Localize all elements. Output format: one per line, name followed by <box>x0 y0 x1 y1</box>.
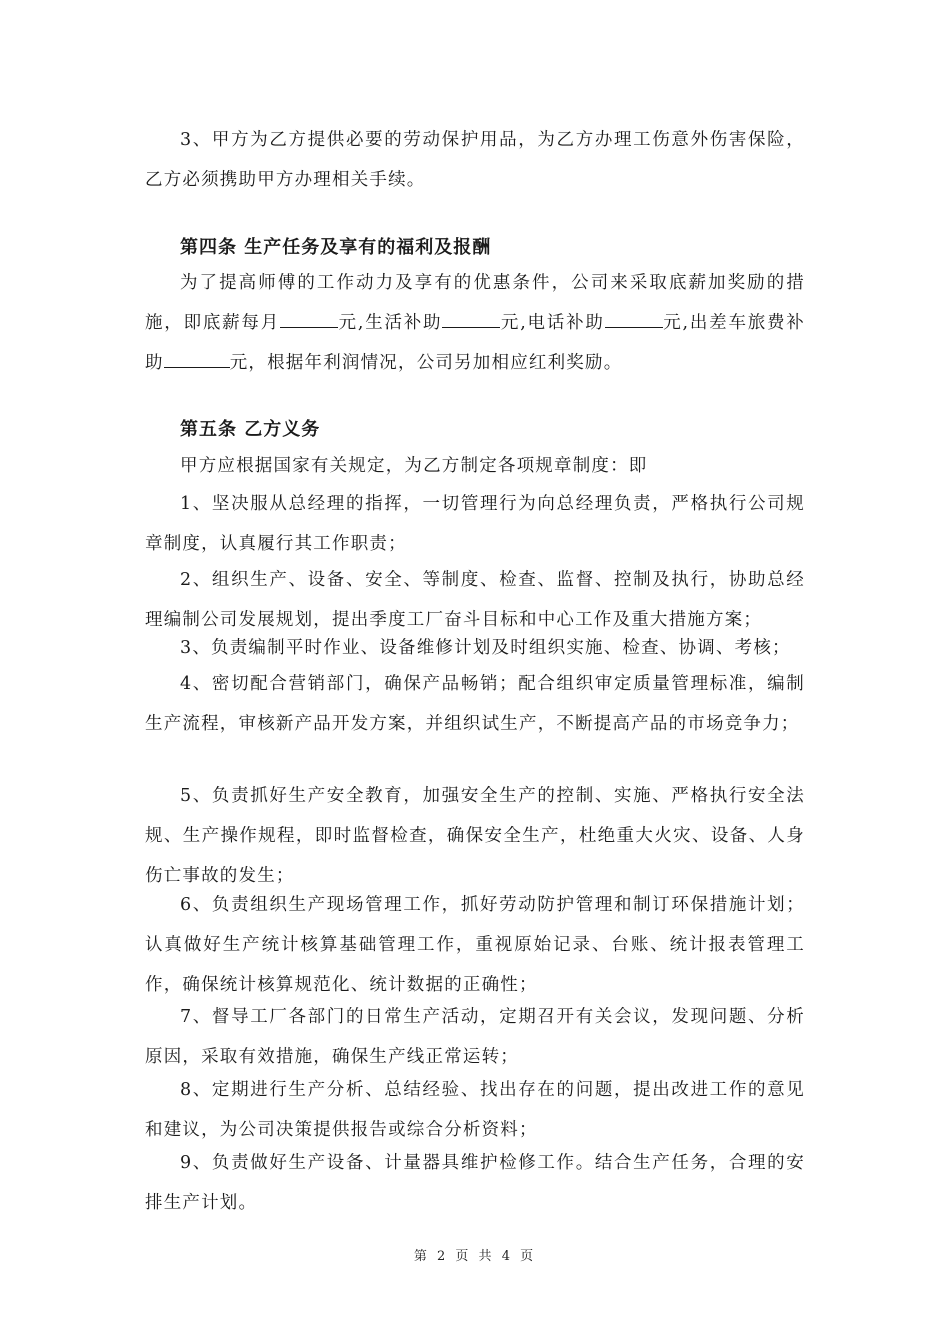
article5-item-8: 8、定期进行生产分析、总结经验、找出存在的问题，提出改进工作的意见和建议，为公司决策提供报告或综合分析资料； <box>145 1080 805 1140</box>
salary-blank[interactable] <box>280 309 338 328</box>
article3-item3: 3、甲方为乙方提供必要的劳动保护用品，为乙方办理工伤意外伤害保险，乙方必须携助甲方办理相关手续。 <box>145 130 805 190</box>
article5-item-2: 2、组织生产、设备、安全、等制度、检查、监督、控制及执行，协助总经理编制公司发展规划，提出季度工厂奋斗目标和中心工作及重大措施方案； <box>145 570 805 630</box>
article5-item-1: 1、坚决服从总经理的指挥，一切管理行为向总经理负责，严格执行公司规章制度，认真履行其工作职责； <box>145 494 805 554</box>
article4-unit3: 元,出差车旅费补助 <box>145 313 805 373</box>
article5-heading: 第五条 乙方义务 <box>180 419 321 440</box>
article4-intro: 为了提高师傅的工作动力及享有的优惠条件，公司来采取底薪加奖励的措施，即底薪每月 <box>145 273 805 333</box>
article4-tail: 元，根据年利润情况，公司另加相应红利奖励。 <box>229 353 623 373</box>
article5-item-3: 3、负责编制平时作业、设备维修计划及时组织实施、检查、协调、考核； <box>180 638 791 658</box>
article4-unit2: 元,电话补助 <box>500 313 605 333</box>
article4-unit1: 元,生活补助 <box>337 313 443 333</box>
article5-item-5: 5、负责抓好生产安全教育，加强安全生产的控制、实施、严格执行安全法规、生产操作规程，即时监督检查，确保安全生产，杜绝重大火灾、设备、人身伤亡事故的发生； <box>145 786 805 886</box>
article4-body <box>145 263 805 383</box>
article5-item-4: 4、密切配合营销部门，确保产品畅销；配合组织审定质量管理标准，编制生产流程，审核新产品开发方案，并组织试生产，不断提高产品的市场竞争力； <box>145 674 805 734</box>
page-number-footer: 第 2 页 共 4 页 <box>413 1249 537 1264</box>
article5-item-7: 7、督导工厂各部门的日常生产活动，定期召开有关会议，发现问题、分析原因，采取有效措施，确保生产线正常运转； <box>145 1007 805 1067</box>
article5-intro: 甲方应根据国家有关规定，为乙方制定各项规章制度：即 <box>180 456 648 476</box>
article4-heading: 第四条 生产任务及享有的福利及报酬 <box>180 237 492 258</box>
living-allowance-blank[interactable] <box>442 309 500 328</box>
article5-item-6: 6、负责组织生产现场管理工作，抓好劳动防护管理和制订环保措施计划；认真做好生产统计核算基础管理工作，重视原始记录、台账、统计报表管理工作，确保统计核算规范化、统计数据的正确性； <box>145 895 805 995</box>
travel-allowance-blank[interactable] <box>164 349 230 368</box>
article5-item-9: 9、负责做好生产设备、计量器具维护检修工作。结合生产任务，合理的安排生产计划。 <box>145 1153 805 1213</box>
phone-allowance-blank[interactable] <box>605 309 663 328</box>
